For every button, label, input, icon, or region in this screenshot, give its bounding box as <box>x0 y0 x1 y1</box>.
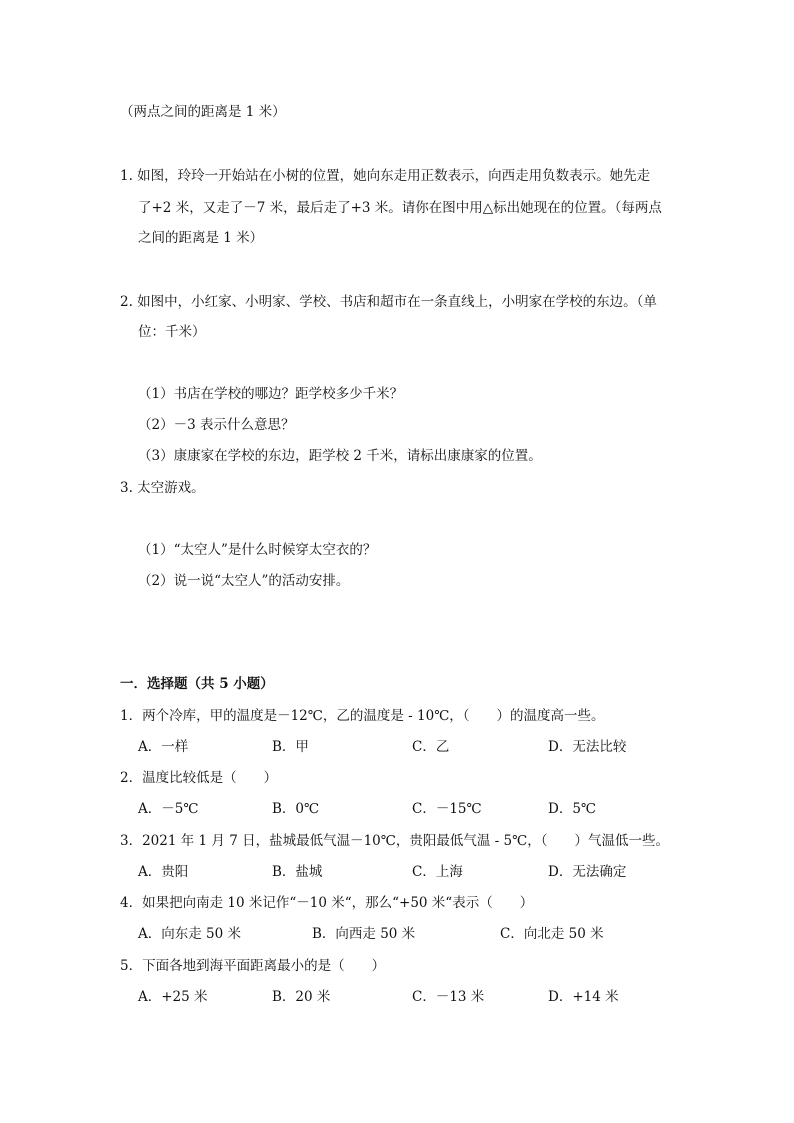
mc-1-stem: 1．两个冷库，甲的温度是－12℃，乙的温度是 - 10℃，（ ）的温度高一些。 <box>120 708 605 724</box>
q1-line-3: 之间的距离是 1 米） <box>138 230 264 246</box>
mc-2-option-c: C．－15℃ <box>412 801 482 817</box>
mc-2-stem: 2．温度比较低是（ ） <box>120 770 278 786</box>
mc-5-option-c: C．－13 米 <box>412 989 485 1005</box>
q3-sub-2: （2）说一说“太空人”的活动安排。 <box>138 573 350 589</box>
mc-4-option-a: A．向东走 50 米 <box>138 926 242 942</box>
q2-sub-1: （1）书店在学校的哪边？距学校多少千米？ <box>138 386 404 402</box>
q1-line-1: 1. 如图，玲玲一开始站在小树的位置，她向东走用正数表示，向西走用负数表示。她先走 <box>120 168 651 184</box>
q3-sub-1: （1）“太空人”是什么时候穿太空衣的？ <box>138 542 377 558</box>
q1-line-2: 了+2 米，又走了－7 米，最后走了+3 米。请你在图中用△标出她现在的位置。（每两点 <box>138 200 662 216</box>
mc-3-option-c: C．上海 <box>412 864 463 880</box>
q2-line-1: 2. 如图中，小红家、小明家、学校、书店和超市在一条直线上，小明家在学校的东边。（单 <box>120 294 657 310</box>
mc-4-option-c: C．向北走 50 米 <box>500 926 604 942</box>
mc-3-option-d: D．无法确定 <box>548 864 627 880</box>
section-title: 一．选择题（共 5 小题） <box>120 676 274 692</box>
mc-5-option-d: D．+14 米 <box>548 989 619 1005</box>
mc-2-option-d: D．5℃ <box>548 801 597 817</box>
mc-3-option-b: B．盐城 <box>272 864 323 880</box>
q2-line-2: 位：千米） <box>138 324 206 340</box>
mc-1-option-d: D．无法比较 <box>548 739 627 755</box>
q3-title: 3. 太空游戏。 <box>120 480 205 496</box>
q2-sub-3: （3）康康家在学校的东边，距学校 2 千米，请标出康康家的位置。 <box>138 448 542 464</box>
mc-3-stem: 3．2021 年 1 月 7 日，盐城最低气温－10℃，贵阳最低气温 - 5℃，（ ）气温低一些。 <box>120 833 669 849</box>
mc-1-option-b: B．甲 <box>272 739 309 755</box>
mc-5-stem: 5．下面各地到海平面距离最小的是（ ） <box>120 958 386 974</box>
mc-1-option-a: A．一样 <box>138 739 189 755</box>
q2-sub-2: （2）－3 表示什么意思？ <box>138 417 295 433</box>
mc-2-option-b: B．0℃ <box>272 801 320 817</box>
mc-5-option-b: B．20 米 <box>272 989 331 1005</box>
mc-3-option-a: A．贵阳 <box>138 864 189 880</box>
distance-note: （两点之间的距离是 1 米） <box>120 104 286 120</box>
mc-1-option-c: C．乙 <box>412 739 450 755</box>
mc-4-option-b: B．向西走 50 米 <box>312 926 416 942</box>
mc-4-stem: 4．如果把向南走 10 米记作“－10 米“，那么“+50 米“表示（ ） <box>120 895 534 911</box>
mc-2-option-a: A．－5℃ <box>138 801 199 817</box>
mc-5-option-a: A．+25 米 <box>138 989 208 1005</box>
